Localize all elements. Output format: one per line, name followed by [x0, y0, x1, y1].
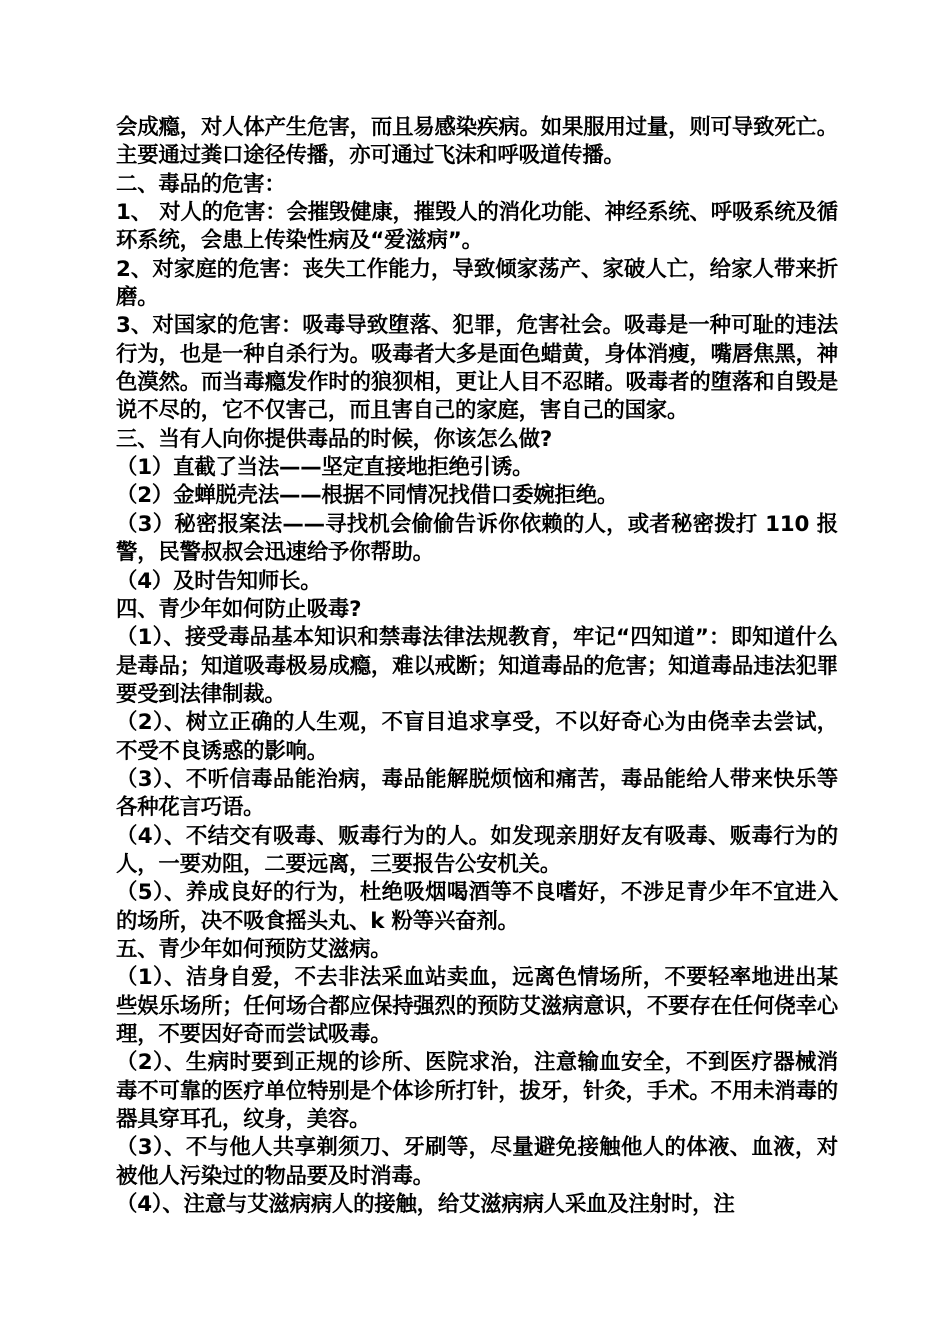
- paragraph-harm-family: 2、对家庭的危害：丧失工作能力，导致倾家荡产、家破人亡，给家人带来折磨。: [116, 256, 838, 311]
- list-item: （2）、树立正确的人生观，不盲目追求享受，不以好奇心为由侥幸去尝试，不受不良诱惑的影响。: [116, 710, 838, 764]
- paragraph-harm-person: 1、 对人的危害：会摧毁健康，摧毁人的消化功能、神经系统、呼吸系统及循环系统，会患上传染性病及“爱滋病”。: [116, 200, 838, 254]
- list-item: （3）、不听信毒品能治病，毒品能解脱烦恼和痛苦，毒品能给人带来快乐等各种花言巧语。: [116, 766, 838, 821]
- list-item: （4）、不结交有吸毒、贩毒行为的人。如发现亲朋好友有吸毒、贩毒行为的人，一要劝阻，二要远离，三要报告公安机关。: [116, 823, 838, 877]
- paragraph-intro: 会成瘾，对人体产生危害，而且易感染疾病。如果服用过量，则可导致死亡。主要通过粪口途径传播，亦可通过飞沫和呼吸道传播。: [116, 115, 838, 169]
- paragraph-harm-nation: 3、对国家的危害：吸毒导致堕落、犯罪，危害社会。吸毒是一种可耻的违法行为，也是一种自杀行为。吸毒者大多是面色蜡黄，身体消瘦，嘴唇焦黑，神色漠然。而当毒瘾发作时的狼狈相，更让人目不忍睹。吸毒者的堕落和自毁是说不尽的，它不仅害己，而且害自己的家庭，害自己的国家。: [116, 313, 838, 424]
- list-item: （1）、接受毒品基本知识和禁毒法律法规教育，牢记“四知道”：即知道什么是毒品；知道吸毒极易成瘾，难以戒断；知道毒品的危害；知道毒品违法犯罪要受到法律制裁。: [116, 625, 838, 707]
- list-item: （3）、不与他人共享剃须刀、牙刷等，尽量避免接触他人的体液、血液，对被他人污染过的物品要及时消毒。: [116, 1135, 838, 1189]
- list-item: （1）、洁身自爱，不去非法采血站卖血，远离色情场所，不要轻率地进出某些娱乐场所；任何场合都应保持强烈的预防艾滋病意识，不要存在任何侥幸心 理，不要因好奇而尝试吸毒。: [116, 965, 838, 1047]
- list-item: （2）金蝉脱壳法——根据不同情况找借口委婉拒绝。: [116, 483, 619, 509]
- list-item: （2）、生病时要到正规的诊所、医院求治，注意输血安全，不到医疗器械消毒不可靠的医疗单位特别是个体诊所打针，拔牙，针灸，手术。不用未消毒的器具穿耳孔，纹身，美容。: [116, 1050, 838, 1133]
- list-item: （5）、养成良好的行为，杜绝吸烟喝酒等不良嗜好，不涉足青少年不宜进入的场所，决不吸食摇头丸、k 粉等兴奋剂。: [116, 880, 838, 934]
- section-heading-3: 三、当有人向你提供毒品的时候，你该怎么做?: [116, 426, 553, 452]
- section-heading-5: 五、青少年如何预防艾滋病。: [116, 936, 392, 962]
- section-heading-4: 四、青少年如何防止吸毒?: [116, 596, 362, 622]
- list-item: （4）及时告知师长。: [116, 568, 322, 594]
- list-item: （4）、注意与艾滋病病人的接触，给艾滋病病人采血及注射时，注: [116, 1192, 735, 1218]
- list-item: （1）直截了当法——坚定直接地拒绝引诱。: [116, 455, 534, 481]
- document-body: [116, 114, 838, 1219]
- list-item: （3）秘密报案法——寻找机会偷偷告诉你依赖的人，或者秘密拨打 110 报警，民警叔叔会迅速给予你帮助。: [116, 511, 838, 566]
- section-heading-2: 二、毒品的危害：: [116, 171, 286, 197]
